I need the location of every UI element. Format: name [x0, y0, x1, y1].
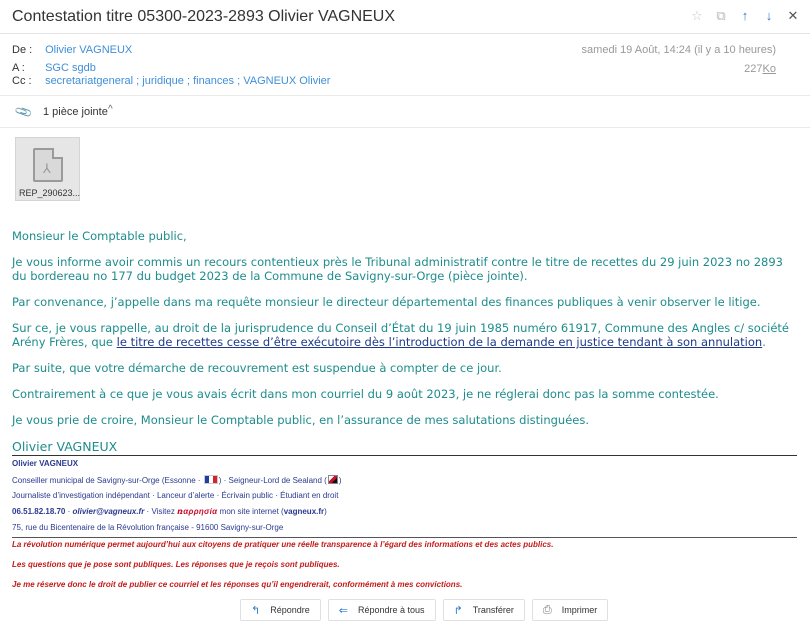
- signature-divider-2: [12, 537, 797, 538]
- cc-separator: ;: [133, 75, 143, 87]
- reply-actions: [240, 599, 608, 621]
- forward-button[interactable]: [443, 599, 525, 621]
- brand-logo[interactable]: ռαρρησία: [177, 507, 218, 516]
- signature-name: [12, 459, 78, 468]
- signature-heading: Olivier VAGNEUX: [12, 439, 118, 454]
- reply-label: Répondre: [270, 605, 310, 615]
- message-header: [0, 0, 810, 34]
- paragraph-suite: Par suite, que votre démarche de recouvrement est suspendue à compter de ce jour.: [12, 361, 502, 375]
- message-size: [744, 63, 776, 75]
- signature-line-contact: [12, 507, 327, 516]
- jurisprudence-text: Sur ce, je vous rappelle, au droit de la jurisprudence du Conseil d’État du 19 juin 1985 numéro 61917, Commune des Angles c/ société Arény Frères, que: [12, 321, 790, 349]
- attachment-filename: REP_290623...: [19, 188, 81, 198]
- contact-text-2: mon site internet (: [217, 507, 284, 516]
- french-flag-icon: [204, 475, 218, 484]
- disclaimer-publiques: Les questions que je pose sont publiques. Les réponses que je reçois sont publiques.: [12, 560, 340, 569]
- phone-number: 06.51.82.18.70: [12, 507, 66, 516]
- jurisprudence-end: .: [762, 335, 766, 349]
- cc-recipient[interactable]: juridique: [142, 75, 184, 87]
- disclaimer-publication: Je me réserve donc le droit de publier ce courriel et les réponses qu’il engendrerait, conformément à mes convictions.: [12, 580, 463, 589]
- header-actions: [690, 8, 800, 24]
- paragraph-jurisprudence: [12, 321, 792, 349]
- contact-sep: ·: [65, 507, 73, 516]
- close-icon[interactable]: ✕: [787, 8, 799, 23]
- reply-all-button[interactable]: [328, 599, 436, 621]
- cc-recipient[interactable]: secretariatgeneral: [45, 75, 134, 87]
- reply-button[interactable]: [240, 599, 321, 621]
- open-external-icon[interactable]: ⧉: [716, 8, 726, 23]
- to-row: [12, 62, 96, 74]
- forward-label: Transférer: [472, 605, 514, 615]
- to-recipient[interactable]: SGC sgdb: [45, 62, 96, 74]
- star-icon[interactable]: ☆: [691, 8, 703, 23]
- reply-icon: ↰: [251, 604, 261, 617]
- paragraph-convenance: Par convenance, j’appelle dans ma requête monsieur le directeur départemental des finances publiques à venir observer le litige.: [12, 295, 761, 309]
- cc-label: Cc :: [12, 75, 32, 87]
- reply-all-icon: ⇐: [338, 604, 348, 617]
- paragraph-contrairement: Contrairement à ce que je vous avais écrit dans mon courriel du 9 août 2023, je ne réglerai donc pas la somme contestée.: [12, 387, 719, 401]
- email-subject: Contestation titre 05300-2023-2893 Olivier VAGNEUX: [12, 8, 396, 25]
- forward-icon: ↱: [453, 604, 463, 617]
- paperclip-icon: 📎: [13, 102, 34, 122]
- email-link[interactable]: olivier@vagneux.fr: [72, 507, 145, 516]
- from-row: [12, 44, 132, 56]
- cc-separator: ;: [183, 75, 194, 87]
- message-meta: [0, 34, 810, 96]
- print-button[interactable]: [532, 599, 608, 621]
- contact-text-3: ): [324, 507, 327, 516]
- print-icon: ⎙: [542, 603, 552, 616]
- sealand-flag-icon: [328, 475, 338, 484]
- size-unit: Ko: [762, 63, 776, 75]
- message-date: samedi 19 Août, 14:24 (il y a 10 heures): [581, 44, 776, 56]
- role-text-2: ) · Seigneur-Lord de Sealand (: [218, 476, 327, 485]
- role-text-3: ): [338, 476, 342, 485]
- paragraph-recours: Je vous informe avoir commis un recours contentieux près le Tribunal administratif contre le titre de recettes du 29 juin 2023 no 2893 du bordereau no 177 du budget 2023 de la Commune de Savigny-sur-Orge (pièce jointe).: [12, 255, 783, 283]
- pdf-file-icon: [33, 148, 63, 182]
- greeting: Monsieur le Comptable public,: [12, 229, 187, 243]
- signature-line-titles: Journaliste d’investigation indépendant · Lanceur d’alerte · Écrivain public · Étudiant en droit: [12, 491, 339, 500]
- attachment-thumbnail[interactable]: [15, 137, 80, 201]
- cc-recipient[interactable]: VAGNEUX Olivier: [243, 75, 331, 87]
- role-text: Conseiller municipal de Savigny-sur-Orge (Essonne ·: [12, 476, 203, 485]
- from-label: De :: [12, 44, 33, 56]
- reply-all-label: Répondre à tous: [357, 605, 425, 615]
- website-link[interactable]: vagneux.fr: [283, 507, 325, 516]
- signature-divider: [12, 455, 797, 456]
- cc-row: [12, 75, 330, 87]
- next-message-icon[interactable]: ↓: [765, 8, 773, 23]
- to-label: A :: [12, 62, 25, 74]
- jurisprudence-link[interactable]: le titre de recettes cesse d’être exécutoire dès l’introduction de la demande en justice tendant à son annulation: [116, 335, 763, 349]
- contact-text: · Visitez: [144, 507, 178, 516]
- cc-recipient[interactable]: finances: [193, 75, 235, 87]
- from-sender[interactable]: Olivier VAGNEUX: [45, 44, 133, 56]
- attachments-label[interactable]: 1 pièce jointe: [43, 106, 108, 118]
- attachments-toggle[interactable]: [0, 96, 810, 128]
- signature-address: 75, rue du Bicentenaire de la Révolution française - 91600 Savigny-sur-Orge: [12, 523, 284, 532]
- signature-line-role: [12, 475, 341, 485]
- paragraph-salutations: Je vous prie de croire, Monsieur le Comptable public, en l’assurance de mes salutations distinguées.: [12, 413, 590, 427]
- pdf-glyph-icon: ⅄: [43, 161, 51, 176]
- size-value: 227: [744, 63, 763, 75]
- cc-separator: ;: [234, 75, 244, 87]
- previous-message-icon[interactable]: ↑: [741, 8, 749, 23]
- disclaimer-transparence: La révolution numérique permet aujourd’hui aux citoyens de pratiquer une réelle transparence à l’égard des informations et des actes publics.: [12, 540, 554, 549]
- chevron-up-icon[interactable]: ^: [108, 104, 113, 115]
- signature-name-text: Olivier VAGNEUX: [12, 459, 79, 468]
- print-label: Imprimer: [561, 605, 598, 615]
